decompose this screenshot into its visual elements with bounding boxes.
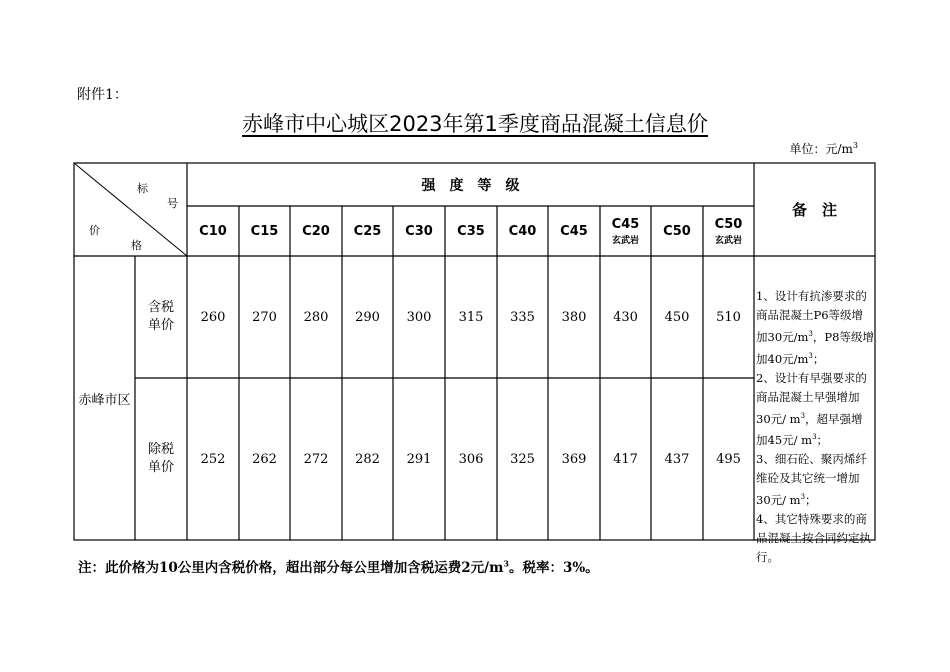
grade-header-c40: C40 <box>508 223 537 239</box>
region-label: 赤峰市区 <box>78 392 131 408</box>
note-4: 4、其它特殊要求的商品混凝土按合同约定执行。 <box>756 512 871 565</box>
corner-label-top-1: 标 <box>137 182 148 195</box>
price-cell: 291 <box>406 451 432 467</box>
price-cell: 262 <box>252 451 277 467</box>
price-cell: 430 <box>613 309 638 325</box>
row-label-tax-inclusive: 含税 单价 <box>147 300 174 333</box>
grade-header-c25: C25 <box>353 223 382 239</box>
price-cell: 315 <box>458 309 484 325</box>
grade-header-c50: C50 <box>663 223 691 239</box>
price-cell: 300 <box>406 309 432 325</box>
grade-header-c20: C20 <box>302 223 330 239</box>
price-cell: 510 <box>716 309 741 325</box>
unit-label: 单位：元$/m^3$ <box>789 141 858 156</box>
price-cell: 272 <box>303 451 329 467</box>
price-cell: 280 <box>303 309 329 325</box>
corner-label-bottom-1: 价 <box>89 224 100 237</box>
price-cell: 270 <box>252 309 277 325</box>
price-cell: 380 <box>561 309 587 325</box>
corner-label-top-2: 号 <box>167 197 178 210</box>
grade-header-c45-basalt: C45 玄武岩 <box>611 216 640 246</box>
note-3: 3、细石砼、聚丙烯纤维砼及其它统一增加30元/ $m^3$； <box>756 452 867 508</box>
price-cell: 450 <box>664 309 690 325</box>
price-cell: 437 <box>664 451 690 467</box>
remarks-header: 备 注 <box>791 201 837 219</box>
footer-note: 注：此价格为10公里内含税价格，超出部分每公里增加含税运费2元$/m^3$。税率：3%。 <box>78 558 599 576</box>
price-cell: 260 <box>200 309 226 325</box>
price-cell: 282 <box>355 451 380 467</box>
price-cell: 252 <box>200 451 226 467</box>
grade-header-c30: C30 <box>405 223 433 239</box>
strength-grade-header: 强 度 等 级 <box>421 177 520 194</box>
note-1: 1、设计有抗渗要求的商品混凝土P6等级增加30元$/m^3$，P8等级增加40元$/m^3$； <box>756 289 874 366</box>
price-cell: 417 <box>613 451 638 467</box>
grade-header-c15: C15 <box>250 223 279 239</box>
price-cell: 335 <box>510 309 535 325</box>
remarks-notes <box>756 287 874 567</box>
grade-header-c45: C45 <box>560 223 588 239</box>
annex-label: 附件1： <box>77 87 128 103</box>
price-cell: 495 <box>716 451 741 467</box>
grade-header-c50-basalt: C50 玄武岩 <box>714 216 743 246</box>
price-cell: 290 <box>355 309 380 325</box>
price-cell: 369 <box>561 451 587 467</box>
note-2: 2、设计有早强要求的商品混凝土早强增加30元/ $m^3$，超早强增加45元/ $m^3$； <box>756 370 867 448</box>
row-label-tax-exclusive: 除税 单价 <box>147 442 174 475</box>
price-cell: 306 <box>458 451 484 467</box>
page-title: 赤峰市中心城区2023年第1季度商品混凝土信息价 <box>242 112 708 136</box>
grade-header-c10: C10 <box>199 223 227 239</box>
corner-label-bottom-2: 格 <box>131 239 142 252</box>
price-cell: 325 <box>510 451 535 467</box>
grade-header-c35: C35 <box>457 223 485 239</box>
